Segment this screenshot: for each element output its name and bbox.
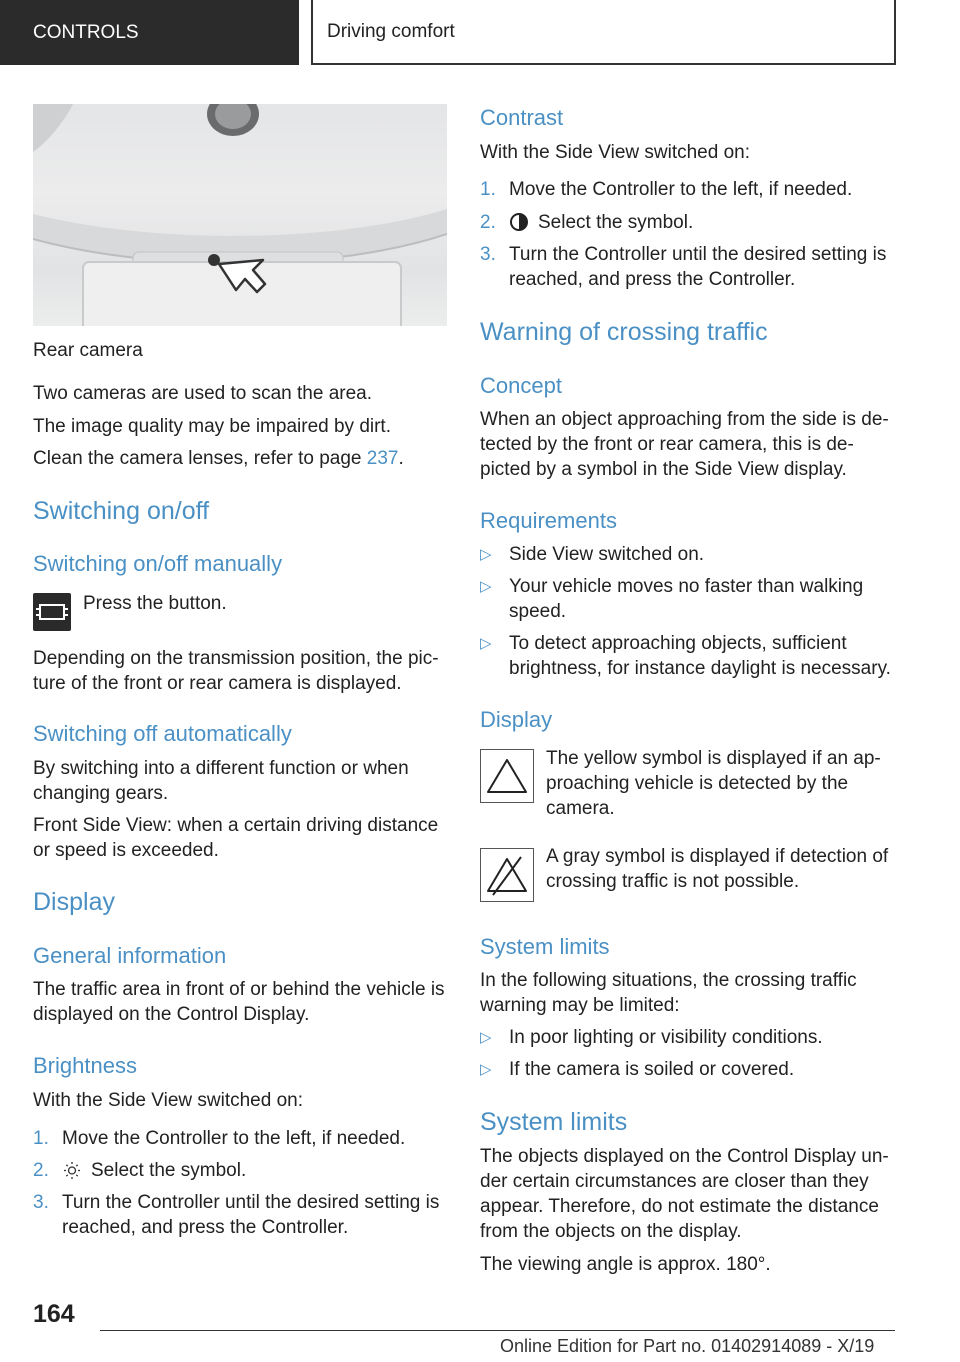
- paragraph: tected by the front or rear camera, this is de‐: [480, 434, 854, 455]
- image-caption: Rear camera: [33, 340, 143, 361]
- warning-triangle-crossed-icon: [480, 848, 534, 902]
- heading-concept: Concept: [480, 373, 562, 398]
- paragraph: crossing traffic is not possible.: [546, 871, 800, 892]
- brightness-icon: [62, 1158, 82, 1190]
- chapter-title: Driving comfort: [327, 20, 455, 42]
- paragraph: The yellow symbol is displayed if an ap‐: [546, 748, 881, 769]
- heading-auto: Switching off automatically: [33, 721, 292, 746]
- heading-general: General information: [33, 943, 227, 968]
- paragraph: der certain circumstances are closer than they: [480, 1171, 869, 1192]
- paragraph: picted by a symbol in the Side View display.: [480, 459, 847, 480]
- section-title: CONTROLS: [33, 21, 139, 43]
- paragraph: The traffic area in front of or behind the vehicle is: [33, 979, 445, 1000]
- paragraph: In the following situations, the crossing traffic: [480, 970, 857, 991]
- paragraph: from the objects on the display.: [480, 1221, 742, 1242]
- paragraph: The viewing angle is approx. 180°.: [480, 1254, 771, 1275]
- warning-triangle-icon: [480, 749, 534, 803]
- paragraph: When an object approaching from the side is de‐: [480, 409, 889, 430]
- heading-contrast: Contrast: [480, 105, 564, 130]
- footer-divider: [100, 1330, 895, 1331]
- footer-edition: Online Edition for Part no. 01402914089 - X/19: [500, 1336, 875, 1356]
- paragraph: Depending on the transmission position, the pic‐: [33, 648, 439, 669]
- page-number: 164: [33, 1300, 75, 1328]
- paragraph: displayed on the Control Display.: [33, 1004, 310, 1025]
- heading-limits: System limits: [480, 934, 610, 959]
- paragraph-page-ref: Clean the camera lenses, refer to page 237.: [33, 448, 404, 469]
- rear-camera-illustration: [33, 104, 447, 326]
- rear-camera-photo: [33, 104, 447, 326]
- section-tab: [0, 0, 299, 65]
- paragraph: Two cameras are used to scan the area.: [33, 383, 373, 404]
- paragraph: By switching into a different function or when: [33, 758, 409, 779]
- paragraph: The objects displayed on the Control Display un‐: [480, 1146, 889, 1167]
- heading-display-right: Display: [480, 707, 553, 732]
- camera-button-icon: [33, 593, 71, 631]
- paragraph: camera.: [546, 798, 615, 819]
- chapter-tab: [311, 0, 896, 65]
- paragraph: The image quality may be impaired by dirt.: [33, 416, 391, 437]
- paragraph: proaching vehicle is detected by the: [546, 773, 849, 794]
- contrast-icon: [509, 212, 529, 239]
- heading-manual: Switching on/off manually: [33, 551, 283, 576]
- manual-text: Press the button.: [83, 593, 227, 614]
- paragraph: ture of the front or rear camera is displayed.: [33, 673, 402, 694]
- heading-limits-2: System limits: [480, 1108, 628, 1136]
- heading-display: Display: [33, 888, 115, 916]
- heading-warning: Warning of crossing traffic: [480, 318, 768, 346]
- heading-switching: Switching on/off: [33, 497, 210, 525]
- paragraph: Front Side View: when a certain driving distance: [33, 815, 439, 836]
- heading-brightness: Brightness: [33, 1053, 137, 1078]
- page-link[interactable]: 237: [366, 448, 399, 469]
- paragraph: warning may be limited:: [480, 995, 680, 1016]
- paragraph: With the Side View switched on:: [33, 1090, 304, 1111]
- paragraph: appear. Therefore, do not estimate the distance: [480, 1196, 879, 1217]
- paragraph: A gray symbol is displayed if detection of: [546, 846, 889, 867]
- paragraph: With the Side View switched on:: [480, 142, 751, 163]
- heading-requirements: Requirements: [480, 508, 617, 533]
- paragraph: or speed is exceeded.: [33, 840, 219, 861]
- paragraph: changing gears.: [33, 783, 169, 804]
